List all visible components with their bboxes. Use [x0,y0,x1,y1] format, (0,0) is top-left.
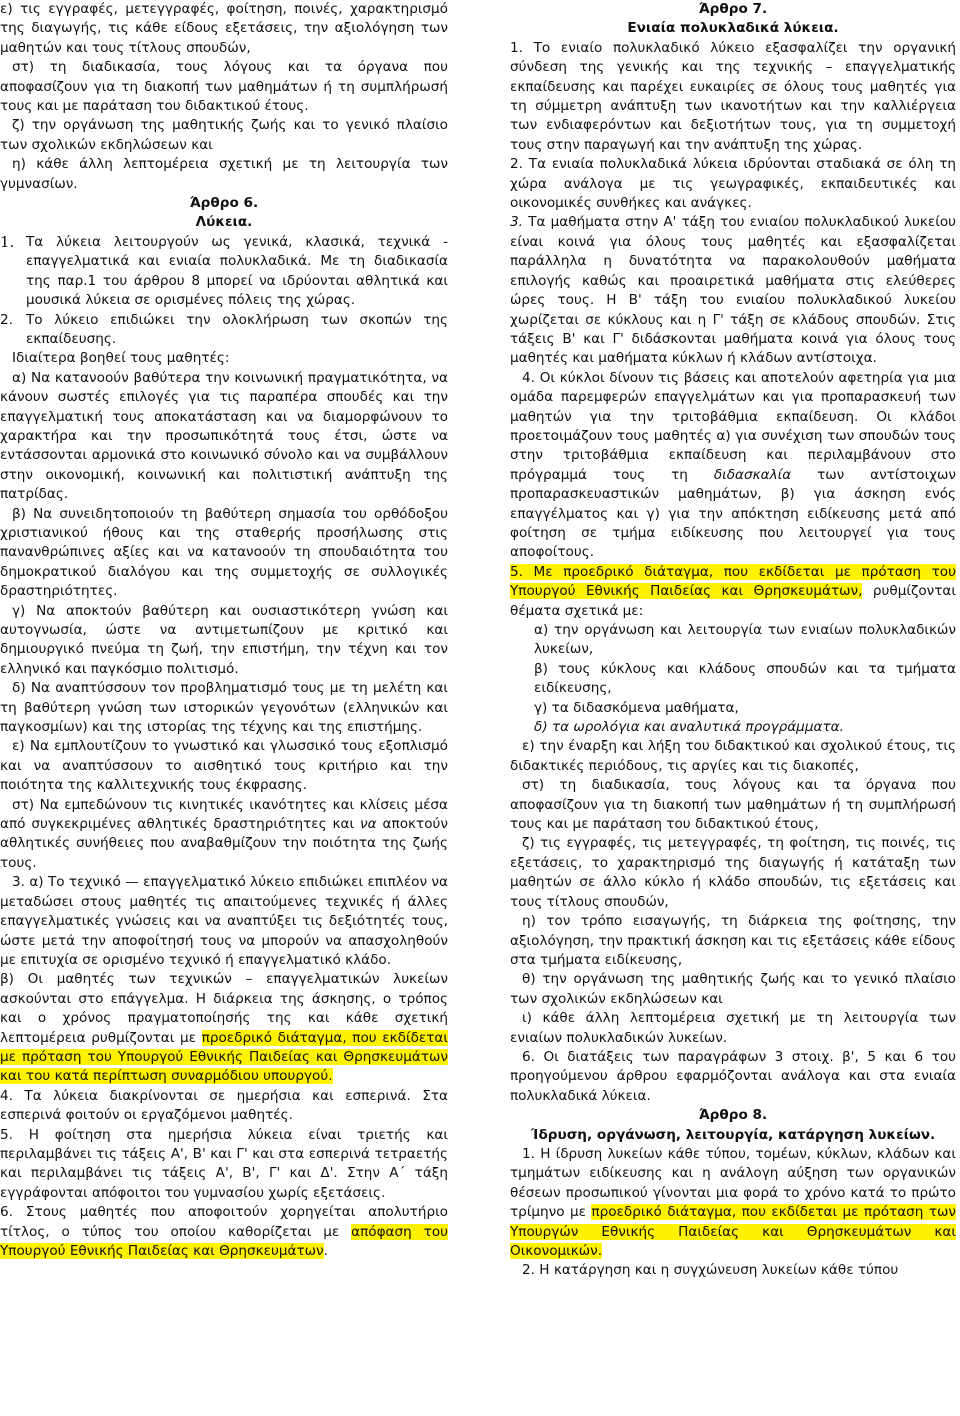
paragraph-3b: β) Οι μαθητές των τεχνικών – επαγγελματικών λυκείων ασκούνται στο επάγγελμα. Η διάρκεια της άσκησης, ο τρόπος και ο χρόνος πραγματοποίησής της και κάθε σχετική λεπτομέρεια ρυθμίζονται με προεδρικό διάταγμα, που εκδίδεται με πρόταση του Υπουργού Εθνικής Παιδείας και Θρησκευμάτων και του κατά περίπτωση συναρμόδιου υπουργού. [0,971,448,1085]
right-column [510,0,956,1281]
item-th: θ) την οργάνωση της μαθητικής ζωής και το γενικό πλαίσιο των σχολικών εκδηλώσεων και [510,971,956,1007]
paragraph-4: 4. Οι κύκλοι δίνουν τις βάσεις και αποτελούν αφετηρία για μια ομάδα παρεμφερών επαγγελμάτων και για προπαρασκευή των μαθητών για την τριτοβάθμια εκπαίδευση. Οι κλάδοι προετοιμάζουν τους μαθητές α) για συνέχιση των σπουδών τους στην τριτοβάθμια εκπαίδευση και περιλαμβάνουν στο πρόγραμμά τους τη διδασκαλία των αντίστοιχων προπαρασκευαστικών μαθημάτων, β) για άσκηση ενός επαγγέλματος και γ) για την απόκτηση ειδίκευσης μετά από φοίτηση σε τμήμα ειδίκευσης που λειτουργεί για τους αποφοίτους. [510,369,957,561]
paragraph-5: 5. Με προεδρικό διάταγμα, που εκδίδεται με πρόταση του Υπουργού Εθνικής Παιδείας και Θρησκευμάτων, ρυθμίζονται θέματα σχετικά με: [510,563,956,619]
paragraph-5: 5. Η φοίτηση στα ημερήσια λύκεια είναι τριετής και περιλαμβάνει τις τάξεις Α', Β' και Γ' και στα εσπερινά τετραετής και περιλαμβάνει τις τάξεις Α', Β', Γ' και Δ'. Στην Α΄ τάξη εγγράφονται απόφοιτοι του γυμνασίου χωρίς εξετάσεις. [0,1126,448,1201]
paragraph-3: 3. Τα μαθήματα στην Α' τάξη του ενιαίου πολυκλαδικού λυκείου είναι κοινά για όλους τους μαθητές και εξασφαλίζεται παράλληλα η δυνατότητα να παρακολουθούν μαθήματα επιλογής καθώς και προαιρετικά μαθήματα στις ελεύθερες ώρες τους. Η Β' τάξη του ενιαίου πολυκλαδικού λυκείου χωρίζεται σε κύκλους και η Γ' τάξη σε κλάδους σπουδών. Στις τάξεις Β' και Γ' διδάσκονται μαθήματα κοινά για όλους τους μαθητές και μαθήματα κύκλων ή κλάδων αντίστοιχα. [510,214,956,367]
article-7-title: Ενιαία πολυκλαδικά λύκεια. [627,20,839,37]
highlighted-text: προεδρικό διάταγμα, που εκδίδεται με πρόταση των Υπουργών Εθνικής Παιδείας και Θρησκευμάτων και Οικονομικών. [510,1204,956,1259]
paragraph-b: β) Να συνειδητοποιούν τη βαθύτερη σημασία του ορθόδοξου χριστιανικού ήθους και της σταθερής προσήλωσης στις πανανθρώπινες αξίες και να κατανοούν τη σπουδαιότητα του δημοκρατικού διαλόγου και της συμμετοχής σε συλλογικές δραστηριότητες. [0,505,448,600]
list-number: 2. [0,311,13,328]
item-z: ζ) τις εγγραφές, τις μετεγγραφές, τη φοίτηση, τις ποινές, τις εξετάσεις, το χαρακτηρισμό της διαγωγής ή κατάταξη των μαθητών σε άλλο κύκλο ή κλάδο σπουδών, τις εξετάσεις και τους τίτλους σπουδών, [510,835,956,910]
item-a: α) την οργάνωση και λειτουργία των ενιαίων πολυκλαδικών λυκείων, [534,622,956,658]
list-text: Τα λύκεια λειτουργούν ως γενικά, κλασικά, τεχνικά - επαγγελματικά και ενιαία πολυκλαδικά. Με τη διαδικασία της παρ.1 του άρθρου 8 μπορεί να ιδρύονται αθλητικά και μουσικά λύκεια σε ορισμένες πόλεις της χώρας. [26,233,448,309]
paragraph-a: α) Να κατανοούν βαθύτερα την κοινωνική πραγματικότητα, να κάνουν σωστές επιλογές για τις παραπέρα σπουδές και την επαγγελματική τους αποκατάσταση και να διαμορφώνουν το χαρακτήρα και την προσωπικότητά τους έτσι, ώστε να εντάσσονται αρμονικά στο κοινωνικό σύνολο και να συμβάλλουν στην οικονομική, κοινωνική και πολιτιστική ανάπτυξη της πατρίδας. [0,369,448,503]
item-d: δ) τα ωρολόγια και αναλυτικά προγράμματα. [534,719,844,736]
paragraph-g: γ) Να αποκτούν βαθύτερη και ουσιαστικότερη γνώση και αυτογνωσία, ώστε να αντιμετωπίζουν με κριτικό και δημιουργικό πνεύμα τη ζωή, την επιστήμη, την τέχνη και τον ελληνικό και παγκόσμιο πολιτισμό. [0,602,448,677]
paragraph-z: ζ) την οργάνωση της μαθητικής ζωής και το γενικό πλαίσιο των σχολικών εκδηλώσεων και [0,117,448,153]
paragraph-4: 4. Τα λύκεια διακρίνονται σε ημερήσια και εσπερινά. Στα εσπερινά φοιτούν οι εργαζόμενοι μαθητές. [0,1087,448,1124]
item-h: η) τον τρόπο εισαγωγής, τη διάρκεια της φοίτησης, την αξιολόγηση, την πρακτική άσκηση και τις εξετάσεις κάθε είδους στα τμήματα ειδίκευσης, [510,913,956,968]
highlighted-text: 5. Με προεδρικό διάταγμα, που εκδίδεται με πρόταση του Υπουργού Εθνικής Παιδείας και Θρησκευμάτων, [510,563,956,600]
paragraph-intro: Ιδιαίτερα βοηθεί τους μαθητές: [12,350,230,367]
item-b: β) τους κύκλους και κλάδους σπουδών και τα τμήματα ειδίκευσης, [534,660,956,697]
paragraph-8-1: 1. Η ίδρυση λυκείων κάθε τύπου, τομέων, κύκλων, κλάδων και τμημάτων ειδίκευσης και η ανάλογη αύξηση των οργανικών θέσεων προσωπικού γίνονται μια φορά το χρόνο κατά το πρώτο τρίμηνο με προεδρικό διάταγμα, που εκδίδεται με πρόταση των Υπουργών Εθνικής Παιδείας και Θρησκευμάτων και Οικονομικών. [510,1145,956,1259]
left-column [0,0,448,1261]
paragraph-e: ε) τις εγγραφές, μετεγγραφές, φοίτηση, ποινές, χαρακτηρισμό της διαγωγής, τις κάθε είδους εξετάσεις, την αξιολόγηση των μαθητών και τους τίτλους σπουδών, [0,1,448,56]
article-7-heading: Άρθρο 7. [698,1,768,17]
article-8-heading: Άρθρο 8. [698,1107,768,1124]
article-6-title: Λύκεια. [195,214,253,231]
item-g: γ) τα διδασκόμενα μαθήματα, [534,699,739,716]
paragraph-st2: στ) Να εμπεδώνουν τις κινητικές ικανότητες και κλίσεις μέσα από συγκεκριμένες αθλητικές δραστηριότητες και να αποκτούν αθλητικές συνήθειες που αναβαθμίζουν την ποιότητα της ζωής τους. [0,796,448,871]
item-e: ε) την έναρξη και λήξη του διδακτικού και σχολικού έτους, τις διδακτικές περιόδους, τις αργίες και τις διακοπές, [510,738,956,774]
paragraph-e2: ε) Να εμπλουτίζουν το γνωστικό και γλωσσικό τους εξοπλισμό και να αναπτύσσουν το αισθητικό τους κριτήριο και την ποιότητα της καλλιτεχνικής τους έκφρασης. [0,738,448,794]
list-item-2 [0,311,448,350]
paragraph-2: 2. Τα ενιαία πολυκλαδικά λύκεια ιδρύονται σταδιακά σε όλη τη χώρα ανάλογα με τις γεωγραφικές, εκπαιδευτικές και οικονομικές συνθήκες και ανάγκες. [510,156,956,212]
list-text: Το λύκειο επιδιώκει την ολοκλήρωση των σκοπών της εκπαίδευσης. [26,311,448,347]
paragraph-h: η) κάθε άλλη λεπτομέρεια σχετική με τη λειτουργία των γυμνασίων. [0,156,448,192]
paragraph-st: στ) τη διαδικασία, τους λόγους και τα όργανα που αποφασίζουν για τη διακοπή των μαθημάτων ή τη συμπλήρωσή τους και με παράταση του διδακτικού έτους. [0,59,448,115]
list-number: 1. [0,232,15,251]
paragraph-6: 6. Οι διατάξεις των παραγράφων 3 στοιχ. β', 5 και 6 του προηγούμενου άρθρου εφαρμόζονται ανάλογα και στα ενιαία πολυκλαδικά λύκεια. [510,1048,956,1104]
paragraph-3: 3. α) Το τεχνικό — επαγγελματικό λύκειο επιδιώκει επιπλέον να μεταδώσει στους μαθητές τις απαιτούμενες τεχνικές ή άλλες επαγγελματικές γνώσεις και να αναπτύξει τις δεξιότητές τους, ώστε μετά την αποφοίτησή τους να μπορούν να απασχοληθούν με επιτυχία σε ορισμένο τεχνικό ή επαγγελματικό κλάδο. [0,874,448,968]
paragraph-8-2: 2. Η κατάργηση και η συγχώνευση λυκείων κάθε τύπου [522,1262,899,1279]
highlighted-text: απόφαση του Υπουργού Εθνικής Παιδείας και Θρησκευμάτων [0,1223,449,1259]
item-st: στ) τη διαδικασία, τους λόγους και τα όργανα που αποφασίζουν για τη διακοπή των μαθημάτων ή τη συμπλήρωσή τους και με παράταση του διδακτικού έτους, [510,777,956,833]
list-item-1 [0,233,448,311]
paragraph-1: 1. Το ενιαίο πολυκλαδικό λύκειο εξασφαλίζει την οργανική σύνδεση της γενικής και της τεχνικής – επαγγελματικής εκπαίδευσης και παρέχει ευκαιρίες σε όλους τους μαθητές για τη σύμμετρη ανάπτυξη των ικανοτήτων και την καλλιέργεια των ενδιαφερόντων και δεξιοτήτων τους, για τη συμμετοχή τους στην παραγωγή και την ανάπτυξη της χώρας. [510,39,956,153]
paragraph-6: 6. Στους μαθητές που αποφοιτούν χορηγείται απολυτήριο τίτλος, ο τύπος του οποίου καθορίζεται με απόφαση του Υπουργού Εθνικής Παιδείας και Θρησκευμάτων. [0,1204,449,1259]
article-6-heading: Άρθρο 6. [189,195,259,212]
item-i: ι) κάθε άλλη λεπτομέρεια σχετική με τη λειτουργία των ενιαίων πολυκλαδικών λυκείων. [510,1010,956,1046]
paragraph-d: δ) Να αναπτύσσουν τον προβληματισμό τους με τη μελέτη και τη βαθύτερη γνώση των ιστορικών γεγονότων (ελληνικών και παγκοσμίων) και της ιστορίας της τέχνης και της επιστήμης. [0,680,448,736]
article-8-title: Ίδρυση, οργάνωση, λειτουργία, κατάργηση λυκείων. [530,1126,936,1143]
highlighted-text: προεδρικό διάταγμα, που εκδίδεται με πρόταση του Υπουργού Εθνικής Παιδείας και Θρησκευμάτων και του κατά περίπτωση συναρμόδιου υπουργού. [0,1029,448,1085]
